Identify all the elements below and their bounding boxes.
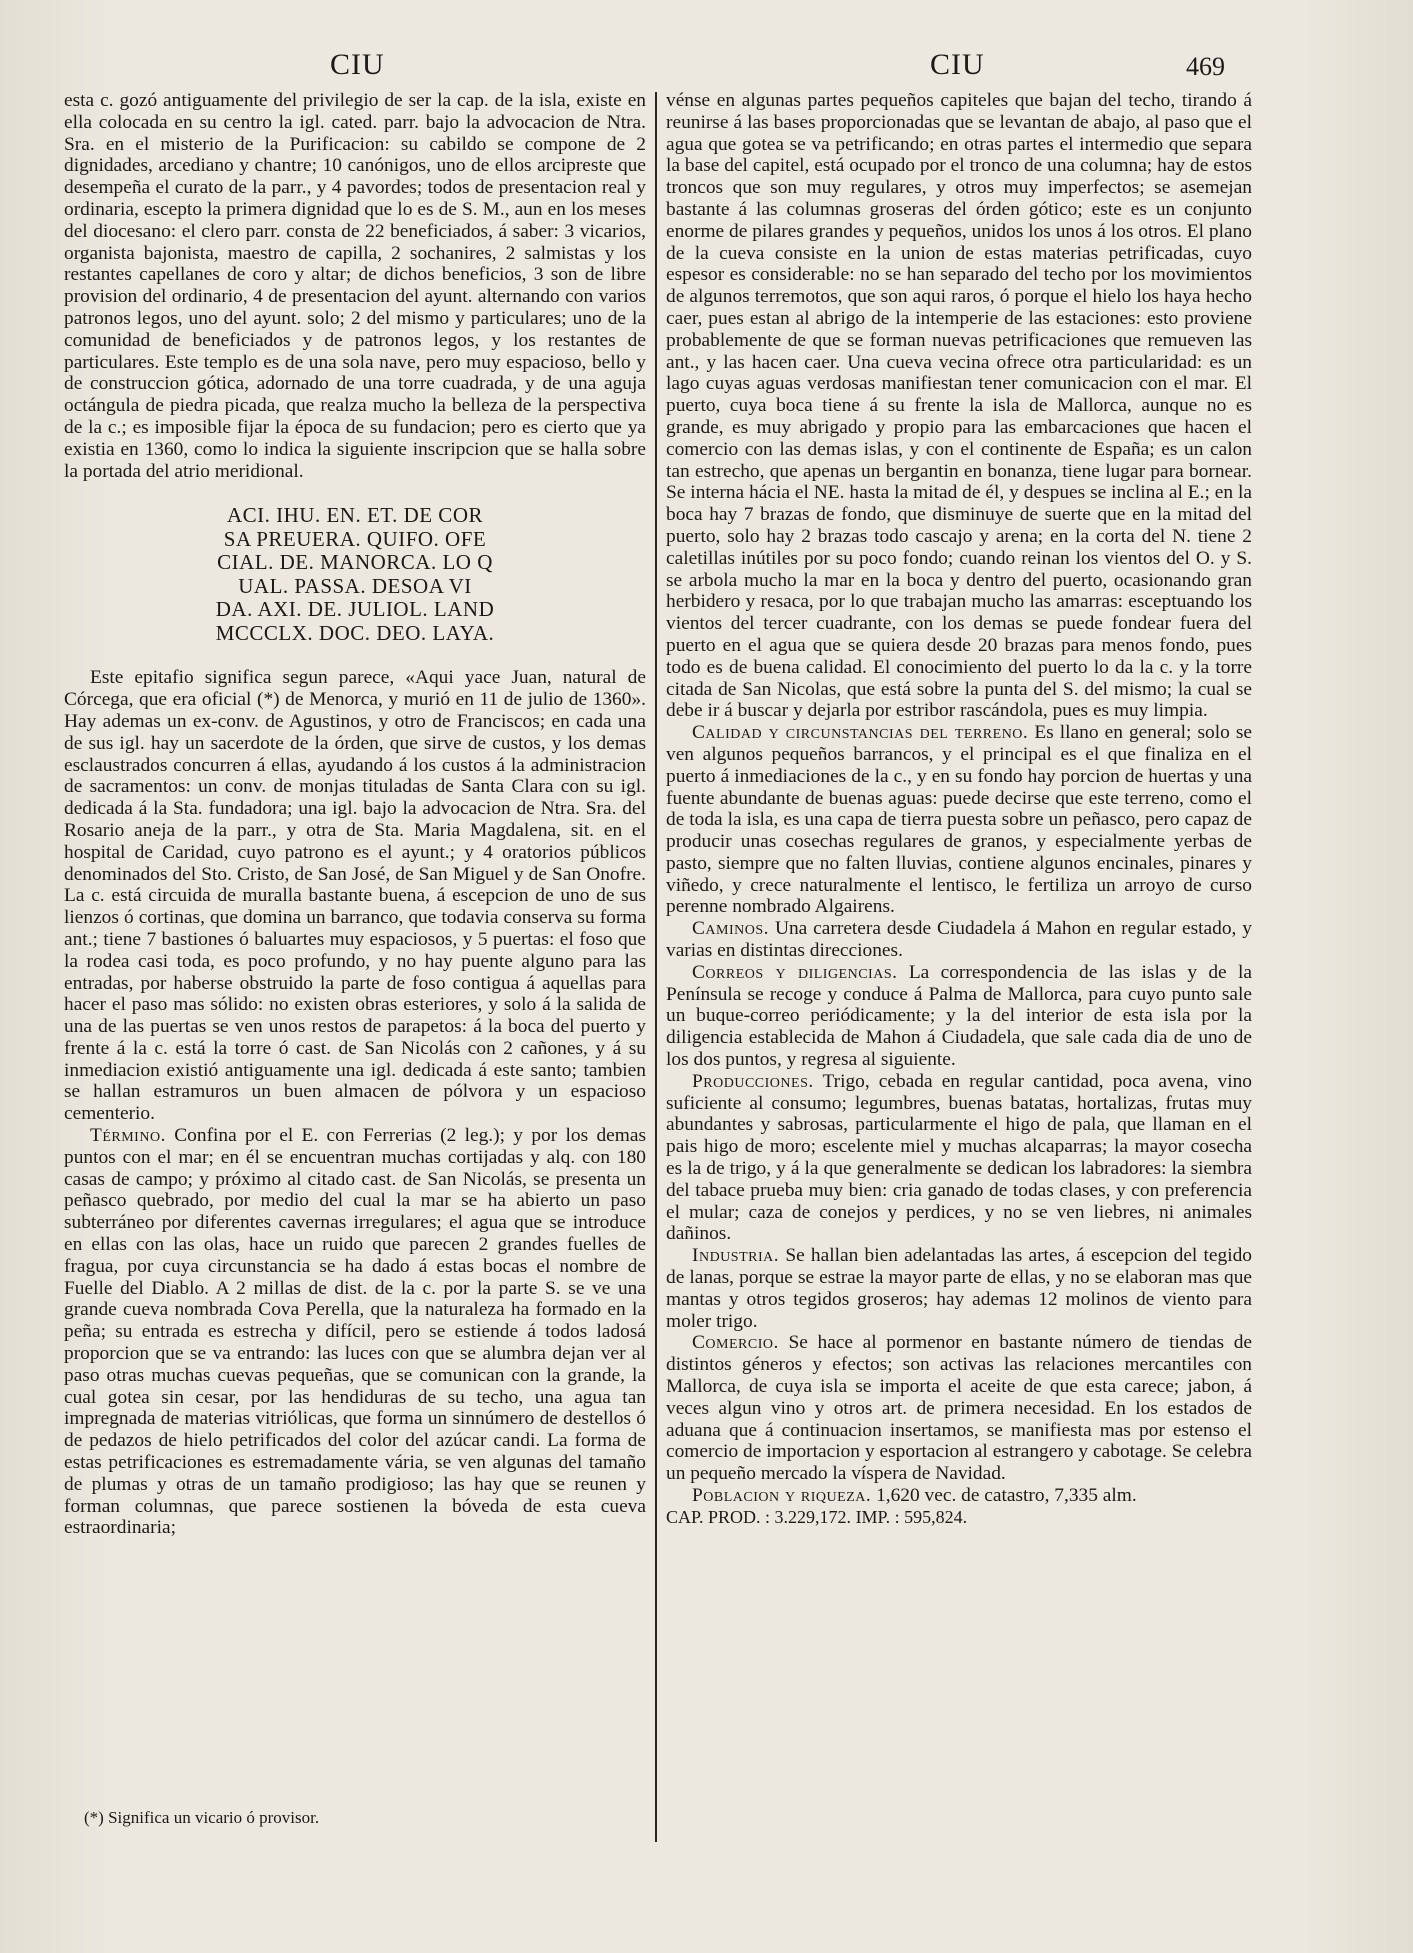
poblacion-paragraph bbox=[666, 1485, 1252, 1507]
imp-value: : 595,824. bbox=[894, 1506, 968, 1527]
poblacion-text: 1,620 vec. de catastro, 7,335 alm. bbox=[876, 1485, 1137, 1506]
cap-prod-value: : 3.229,172. bbox=[765, 1506, 852, 1527]
calidad-text: Es llano en general; solo se ven algunos pequeños barrancos, y el principal es el que finaliza en el puerto á inmediaciones de la c., y en su fondo hay porcion de huertas y una fuente abundante de buenas aguas: puede decirse que este terreno, como el de toda la isla, es una capa de tierra puesta sobre un peñasco, pero capaz de producir unas cosechas regulares de granos, y especialmente yerbas de pasto, siempre que no falten lluvias, contiene algunos encinales, pinares y viñedo, y crece naturalmente el lentisco, le fertiliza un arroyo de curso perenne nombrado Algairens. bbox=[666, 722, 1252, 918]
inscription-line: UAL. PASSA. DESOA VI bbox=[238, 573, 472, 598]
page-header bbox=[0, 48, 1413, 92]
correos-paragraph bbox=[666, 962, 1252, 1071]
running-head-right: CIU bbox=[930, 48, 985, 81]
termino-heading: Término. bbox=[90, 1125, 166, 1147]
calidad-heading: Calidad y circunstancias del terreno. bbox=[692, 722, 1029, 744]
cap-prod-label: CAP. PROD. bbox=[666, 1506, 761, 1527]
caminos-text: Una carretera desde Ciudadela á Mahon en regular estado, y varias en distintas direcciones. bbox=[666, 918, 1252, 962]
inscription-block bbox=[64, 504, 646, 645]
caminos-paragraph bbox=[666, 918, 1252, 962]
comercio-text: Se hace al pormenor en bastante número de tiendas de distintos géneros y efectos; son activas las relaciones mercantiles con Mallorca, de cuya isla se importa el aceite de que esta carece; jabon, á veces algun vino y otros art. de primera necesidad. En los estados de aduana que á continuacion insertamos, se manifiesta mas por estenso el comercio de importacion y esportacion al estrangero y cabotage. Se celebra un pequeño mercado la víspera de Navidad. bbox=[666, 1332, 1252, 1485]
inscription-line: ACI. IHU. EN. ET. DE COR bbox=[226, 503, 483, 528]
right-paragraph-1: vénse en algunas partes pequeños capiteles que bajan del techo, tirando á reunirse á las bases proporcionadas que se levantan de abajo, al paso que el agua que gotea se va petrificando; en otras partes el intermedio que separa la base del capitel, está ocupado por el tronco de una columna; hay de estos troncos que son muy regulares, y otros muy imperfectos; se asemejan bastante á las columnas groseras del órden gótico; este es un conjunto enorme de pilares grandes y pequeños, unidos los unos á los otros. El plano de la cueva consiste en la union de estas materias petrificadas, cuyo espesor es considerable: no se han separado del techo por los movimientos de algunos terremotos, que son aqui raros, ó porque el hielo los haya hecho caer, pues estan al abrigo de la intemperie de las estaciones: esto proviene probablemente de que se forman nuevas petrificaciones que remueven las ant., y las hacen caer. Una cueva vecina ofrece otra particularidad: es un lago cuyas aguas verdosas manifiestan tener comunicacion con el mar. El puerto, cuya boca tiene á su frente la isla de Mallorca, aunque no es grande, es muy abrigado y propio para las embarcaciones que hacen el comercio con las demas islas, y con el continente de España; es un calon tan estrecho, que apenas un bergantin en bonanza, tiene lugar para bornear. Se interna hácia el NE. hasta la mitad de él, y despues se inclina al E.; en la boca hay 7 brazas de fondo, que disminuye de suerte que en la mitad del puerto, solo hay 2 brazas todo cascajo y arena; en la corta del N. tiene 2 caletillas inútiles por su poco fondo; cuando reinan los vientos del O. y S. se arbola mucho la mar en la boca y dentro del puerto, ocasionando gran herbidero y resaca, por lo que trabajan mucho las amarras: esceptuando los vientos del tercer cuadrante, con los demas se puede fondear fuera del puerto en el agua que se quiera desde 20 brazas para menos fondo, pues todo es de buena calidad. El conocimiento del puerto lo da la c. y la torre citada de San Nicolas, que está sobre la punta del S. del mismo; la cual se debe ir á buscar y dejarla por estribor rascándola, pues es muy limpia. bbox=[666, 90, 1252, 722]
industria-paragraph bbox=[666, 1245, 1252, 1332]
termino-text: Confina por el E. con Ferrerias (2 leg.); y por los demas puntos con el mar; en él se encuentran muchas cortijadas y alq. con 180 casas de campo; y próximo al citado cast. de San Nicolás, se presenta un peñasco quebrado, por medio del cual la mar se ha abierto un paso subterráneo por diferentes cavernas irregulares; el agua que se introduce en ellas con las olas, hace un ruido que parecen 2 grandes fuelles de fragua, por cuya circunstancia se ha dado á estas bocas el nombre de Fuelle del Diablo. A 2 millas de dist. de la c. por la parte S. se ve una grande cueva nombrada Cova Perella, que la naturaleza ha formado en la peña; su entrada es estrecha y difícil, pero se estiende á todos ladosá proporcion que se va entrando: las luces con que se alumbra dejan ver al paso otras muchas cuevas pequeñas, que se comunican con la grande, la cual gotea sin cesar, por las hendiduras de su techo, una agua tan impregnada de materias vitriólicas, que forma un sinnúmero de destellos ó de pedazos de hielo petrificados del color del azúcar candi. La forma de estas petrificaciones es estremadamente vária, se ven algunas del tamaño de plumas y otras de un tamaño prodigioso; las hay que se reunen y forman columnas, que parece sostienen la bóveda de esta cueva estraordinaria; bbox=[64, 1125, 646, 1539]
imp-label: IMP. bbox=[855, 1506, 891, 1527]
left-paragraph-1: esta c. gozó antiguamente del privilegio de ser la cap. de la isla, existe en ella colocada en su centro la igl. cated. parr. bajo la advocacion de Ntra. Sra. en el misterio de la Purificacion: su cabildo se compone de 2 dignidades, arcediano y chantre; 10 canónigos, uno de ellos arcipreste que desempeña el curato de la parr., y 4 pavordes; todos de presentacion real y ordinaria, escepto la primera dignidad que lo es de S. M., aun en los meses del diocesano: el clero parr. consta de 22 beneficiados, á saber: 3 vicarios, organista bajonista, maestro de capilla, 2 sochanires, 2 salmistas y los restantes capellanes de coro y altar; de dichos beneficios, 3 son de libre provision del ordinario, 4 de presentacion del ayunt. alternando con varios patronos legos, uno del ayunt. solo; 2 del mismo y particulares; uno de la comunidad de beneficiados y de patronos legos, y los restantes de particulares. Este templo es de una sola nave, pero muy espacioso, bello y de construccion gótica, adornado de una torre cuadrada, y de una aguja octángula de piedra picada, que realza mucho la belleza de la perspectiva de la c.; es imposible fijar la época de su fundacion; pero es cierto que ya existia en 1360, como lo indica la siguiente inscripcion que se halla sobre la portada del atrio meridional. bbox=[64, 90, 646, 482]
column-divider bbox=[655, 92, 657, 1842]
poblacion-heading: Poblacion y riqueza. bbox=[692, 1485, 872, 1506]
comercio-paragraph bbox=[666, 1332, 1252, 1485]
comercio-heading: Comercio. bbox=[692, 1332, 779, 1354]
industria-text: Se hallan bien adelantadas las artes, á escepcion del tegido de lanas, porque se estrae la mayor parte de ellas, y no se elaboran mas que mantas y otros tegidos groseros; hay ademas 12 molinos de viento para moler trigo. bbox=[666, 1245, 1252, 1332]
right-column bbox=[666, 90, 1252, 1850]
left-column bbox=[64, 90, 646, 1830]
producciones-paragraph bbox=[666, 1071, 1252, 1245]
running-head-left: CIU bbox=[330, 48, 385, 81]
left-paragraph-2: Este epitafio significa segun parece, «Aqui yace Juan, natural de Córcega, que era oficial (*) de Menorca, y murió en 11 de julio de 1360». Hay ademas un ex-conv. de Agustinos, y otro de Franciscos; en cada una de sus igl. hay un sacerdote de la órden, que sirve de custos, y los demas esclaustrados concurren á ellas, ayudando á los custos á la administracion de sacramentos: un conv. de monjas tituladas de Santa Clara con su igl. dedicada á la Sta. fundadora; una igl. bajo la advocacion de Ntra. Sra. del Rosario aneja de la parr., y otra de Sta. Maria Magdalena, sit. en el hospital de Caridad, cuyo patrono es el ayunt.; y 4 oratorios públicos denominados del Sto. Cristo, de San José, de San Miguel y de San Onofre. La c. está circuida de muralla bastante buena, á escepcion de uno de sus lienzos ó cortinas, que domina un barranco, que todavia conserva su forma ant.; tiene 7 bastiones ó baluartes muy espaciosos, y 5 puertas: el foso que la rodea casi toda, es poco profundo, y no hay puente alguno para las entradas, por haberse obstruido la parte de foso contigua á aquellas para hacer el paso mas sólido: no existen obras esteriores, y solo á la salida de una de las puertas se ven unos restos de parapetos: á la boca del puerto y frente á la c. está la torre ó cast. de San Nicolás con 2 cañones, y á su inmediacion existió antiguamente una igl. dedicada á este santo; tambien se hallan estramuros un buen almacen de pólvora y un espacioso cementerio. bbox=[64, 667, 646, 1125]
calidad-paragraph bbox=[666, 722, 1252, 918]
inscription-line: CIAL. DE. MANORCA. LO Q bbox=[217, 550, 493, 575]
industria-heading: Industria. bbox=[692, 1245, 780, 1267]
correos-heading: Correos y diligencias. bbox=[692, 961, 898, 983]
termino-paragraph bbox=[64, 1125, 646, 1539]
caminos-heading: Caminos. bbox=[692, 918, 770, 940]
capital-stats bbox=[666, 1507, 1252, 1529]
inscription-line: SA PREUERA. QUIFO. OFE bbox=[223, 526, 487, 551]
footnote: (*) Significa un vicario ó provisor. bbox=[84, 1808, 320, 1827]
producciones-text: Trigo, cebada en regular cantidad, poca avena, vino suficiente al consumo; legumbres, buenas batatas, hortalizas, frutas muy abundantes y sabrosas, particularmente el higo de pala, que llaman en el pais higo de moro; escelente miel y muchas alcaparras; la mayor cosecha es la de trigo, y á la que generalmente se dedican los labradores: la siembra del tabace prueba muy bien: cria ganado de todas clases, y con preferencia el mular; caza de conejos y perdices, y no se ven liebres, ni animales dañinos. bbox=[666, 1070, 1252, 1245]
page-number: 469 bbox=[1186, 52, 1225, 81]
inscription-line: DA. AXI. DE. JULIOL. LAND bbox=[215, 597, 495, 622]
producciones-heading: Producciones. bbox=[692, 1070, 814, 1092]
correos-text: La correspondencia de las islas y de la Península se recoge y conduce á Palma de Mallorca, para cuyo punto sale un buque-correo periódicamente; y la del interior de esta isla por la diligencia establecida de Mahon á Ciudadela, que sale cada dia de uno de los dos puntos, y regresa al siguiente. bbox=[666, 961, 1252, 1071]
inscription-line: MCCCLX. DOC. DEO. LAYA. bbox=[215, 620, 495, 645]
